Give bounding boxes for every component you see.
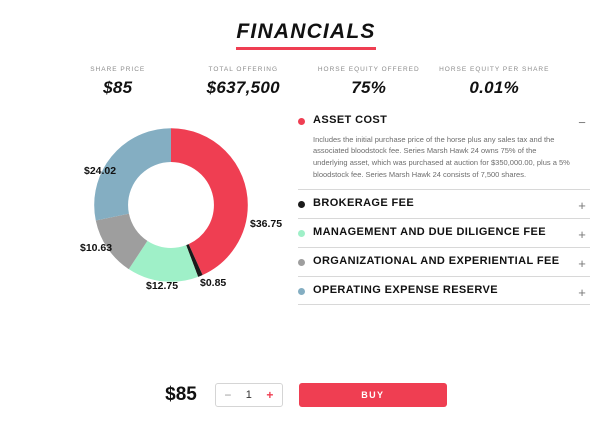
legend-dot-icon — [298, 288, 305, 295]
donut-label-organizational-fee: $10.63 — [80, 242, 113, 254]
page-title-wrap — [0, 0, 612, 50]
accordion-item-brokerage-fee[interactable] — [298, 190, 590, 219]
stat-horse-equity-per-share — [432, 66, 558, 98]
stats-row — [0, 50, 612, 98]
donut-label-brokerage-fee: $0.85 — [200, 277, 227, 289]
accordion-header[interactable] — [298, 226, 590, 240]
legend-dot-icon — [298, 230, 305, 237]
stat-value: $637,500 — [206, 78, 280, 97]
donut-chart — [22, 112, 290, 322]
stat-label: HORSE EQUITY OFFERED — [317, 66, 420, 73]
expand-icon[interactable]: + — [578, 198, 586, 214]
stat-value: 0.01% — [469, 78, 520, 97]
stat-value: $85 — [103, 78, 133, 97]
accordion-body: Includes the initial purchase price of the horse plus any sales tax and the associated bloodstock fee. Series Marsh Hawk 24 owns 75% of the underlying asset, which was purchased at auction for $350,000.00, plus a 5% bloodstock fee. Series Marsh Hawk 24 consists of 7,500 shares. — [313, 134, 570, 179]
accordion-header[interactable] — [298, 197, 590, 214]
stat-share-price — [55, 66, 181, 98]
expand-icon[interactable]: + — [578, 227, 586, 242]
accordion-header[interactable] — [298, 284, 590, 298]
stat-label: HORSE EQUITY PER SHARE — [439, 66, 550, 73]
stat-total-offering — [181, 66, 307, 98]
donut-label-operating-reserve: $24.02 — [84, 165, 117, 177]
decrement-button[interactable]: − — [224, 388, 232, 402]
page-title: FINANCIALS — [236, 20, 375, 50]
accordion-title: OPERATING EXPENSE RESERVE — [313, 283, 499, 296]
accordion-item-organizational-fee[interactable] — [298, 248, 590, 277]
accordion-item-operating-reserve[interactable] — [298, 277, 590, 306]
accordion-title: BROKERAGE FEE — [313, 197, 415, 210]
fee-accordion — [290, 112, 590, 322]
expand-icon[interactable]: + — [578, 255, 586, 271]
donut-chart-graphic — [92, 126, 250, 284]
quantity-value[interactable]: 1 — [245, 389, 252, 401]
accordion-title: MANAGEMENT AND DUE DILIGENCE FEE — [313, 226, 547, 238]
price-total: $85 — [165, 384, 197, 405]
increment-button[interactable]: + — [266, 388, 274, 402]
donut-segment-operating-reserve[interactable] — [111, 145, 231, 265]
quantity-stepper[interactable] — [215, 383, 283, 407]
legend-dot-icon — [298, 259, 305, 266]
stat-horse-equity-offered — [306, 66, 432, 98]
accordion-item-management-fee[interactable] — [298, 219, 590, 248]
accordion-item-asset-cost[interactable] — [298, 112, 590, 190]
donut-label-management-fee: $12.75 — [146, 280, 179, 292]
purchase-bar — [0, 366, 612, 424]
collapse-icon[interactable]: − — [578, 115, 586, 130]
donut-label-asset-cost: $36.75 — [250, 218, 283, 230]
legend-dot-icon — [298, 201, 305, 208]
accordion-title: ORGANIZATIONAL AND EXPERIENTIAL FEE — [313, 254, 560, 267]
stat-value: 75% — [351, 78, 387, 97]
accordion-header[interactable] — [298, 255, 590, 269]
donut-svg — [92, 126, 250, 284]
stat-label: SHARE PRICE — [90, 66, 146, 73]
accordion-header[interactable] — [298, 114, 590, 128]
main-content — [0, 98, 612, 322]
buy-button[interactable]: BUY — [299, 383, 447, 407]
accordion-title: ASSET COST — [313, 114, 388, 126]
legend-dot-icon — [298, 118, 305, 125]
expand-icon[interactable]: + — [578, 284, 586, 300]
stat-label: TOTAL OFFERING — [208, 66, 278, 73]
